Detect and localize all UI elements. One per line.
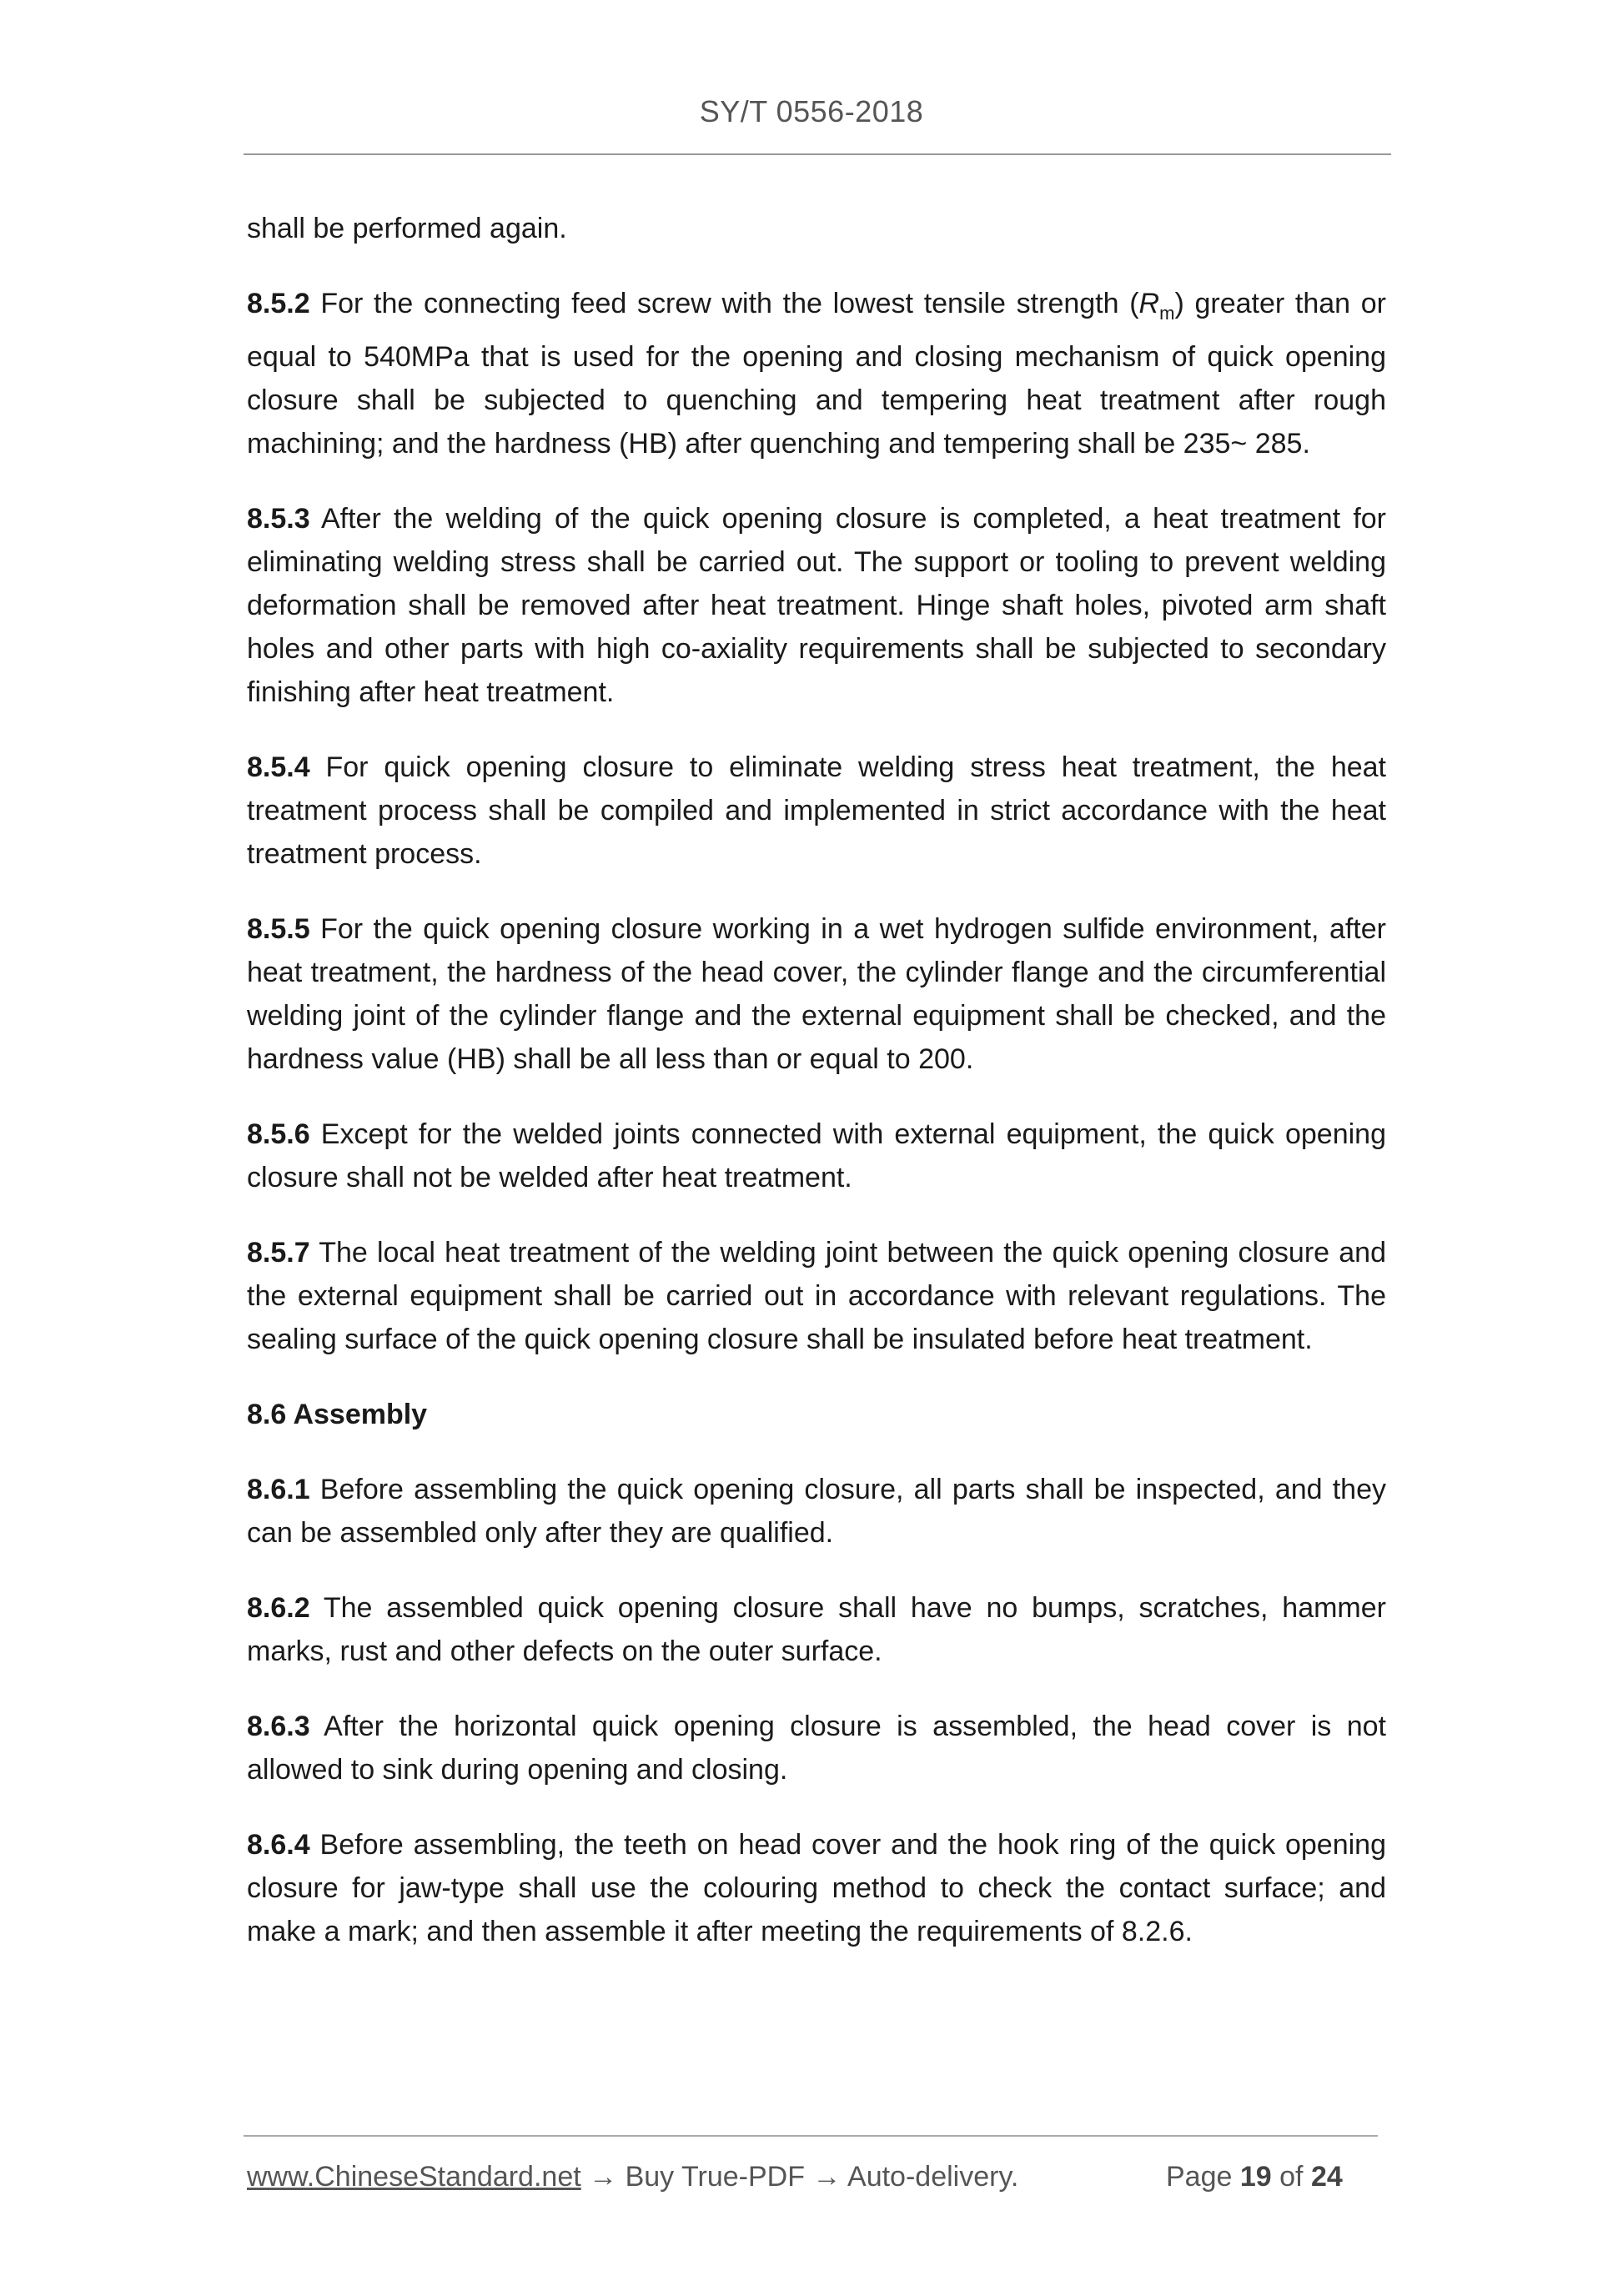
page-indicator [1166,2161,1343,2193]
auto-delivery-text: Auto-delivery. [847,2161,1019,2193]
clause-number: 8.6.4 [247,1828,310,1861]
arrow-icon: → [580,2161,626,2193]
clause-8-5-3 [247,497,1386,714]
symbol-r: R [1138,288,1160,319]
paragraph-text: After the horizontal quick opening closure is assembled, the head cover is not allowed to sink during opening and closing. [247,1710,1386,1786]
paragraph-text: Except for the welded joints connected with external equipment, the quick opening closure shall not be welded after heat treatment. [247,1118,1386,1193]
paragraph-text: For quick opening closure to eliminate welding stress heat treatment, the heat treatment process shall be compiled and implemented in strict accordance with the heat treatment process. [247,751,1386,870]
clause-number: 8.5.4 [247,751,310,783]
clause-number: 8.6.2 [247,1591,310,1624]
clause-number: 8.5.2 [247,288,310,319]
of-label: of [1271,2161,1311,2193]
website-link[interactable]: www.ChineseStandard.net [247,2161,581,2193]
paragraph-text: The assembled quick opening closure shall have no bumps, scratches, hammer marks, rust and other defects on the outer surface. [247,1591,1386,1667]
clause-8-5-6 [247,1113,1386,1199]
section-heading-assembly: 8.6 Assembly [247,1398,428,1430]
paragraph-text: Before assembling the quick opening closure, all parts shall be inspected, and they can be assembled only after they are qualified. [247,1473,1386,1549]
paragraph-text: Before assembling, the teeth on head cover and the hook ring of the quick opening closure for jaw-type shall use the colouring method to check the contact surface; and make a mark; and then assemble it after meeting the requirements of 8.2.6. [247,1828,1386,1947]
page-total: 24 [1310,2161,1343,2193]
paragraph-text: The local heat treatment of the welding joint between the quick opening closure and the external equipment shall be carried out in accordance with relevant regulations. The sealing surface of the quick opening closure shall be insulated before heat treatment. [247,1236,1386,1355]
clause-8-6-4 [247,1823,1386,1953]
arrow-icon: → [804,2161,848,2193]
clause-8-6-2 [247,1586,1386,1673]
clause-number: 8.6.1 [247,1473,310,1505]
footer-divider [244,2135,1378,2137]
page-number: 19 [1239,2161,1272,2193]
paragraph-text: shall be performed again. [247,213,567,244]
clause-number: 8.5.6 [247,1118,310,1150]
document-code-header: SY/T 0556-2018 [699,94,924,128]
continuation-paragraph [247,207,1386,250]
paragraph-text: For the quick opening closure working in a wet hydrogen sulfide environment, after heat treatment, the hardness of the head cover, the cylinder flange and the circumferential welding joint of the cylinder flange and the external equipment shall be checked, and the hardness value (HB) shall be all less than or equal to 200. [247,912,1386,1075]
subscript-m: m [1159,302,1175,324]
clause-number: 8.5.5 [247,912,310,945]
clause-number: 8.5.7 [247,1236,310,1269]
clause-8-5-5 [247,907,1386,1081]
paragraph-text: ) greater than or equal to 540MPa that is used for the opening and closing mechanism of quick opening closure shall be subjected to quenching and tempering heat treatment after rough machining; and the hardness (HB) after quenching and tempering shall be 235~ 285. [247,288,1386,460]
clause-number: 8.6.3 [247,1710,310,1742]
buy-pdf-text: Buy True-PDF [625,2161,805,2193]
document-body [247,207,1386,1985]
clause-8-5-2 [247,282,1386,465]
clause-8-6-3 [247,1705,1386,1791]
clause-8-5-4 [247,746,1386,876]
paragraph-text: For the connecting feed screw with the lowest tensile strength ( [309,288,1139,319]
clause-8-5-7 [247,1231,1386,1361]
paragraph-text: After the welding of the quick opening closure is completed, a heat treatment for eliminating welding stress shall be carried out. The support or tooling to prevent welding deformation shall be removed after heat treatment. Hinge shaft holes, pivoted arm shaft holes and other parts with high co-axiality requirements shall be subjected to secondary finishing after heat treatment. [247,502,1386,708]
page-label: Page [1166,2161,1240,2193]
clause-8-6-1 [247,1468,1386,1555]
header-divider [244,153,1391,155]
footer-promo [247,2161,1018,2193]
clause-number: 8.5.3 [247,502,310,535]
